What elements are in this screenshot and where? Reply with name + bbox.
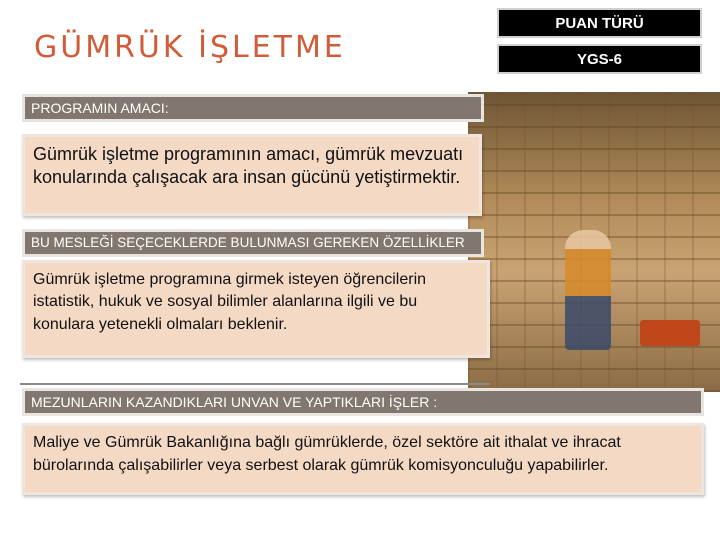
divider-line xyxy=(20,383,490,385)
section-body-purpose: Gümrük işletme programının amacı, gümrük mevzuatı konularında çalışacak ara insan gücünü yetiştirmektir. xyxy=(22,134,482,216)
puan-turu-label: PUAN TÜRÜ xyxy=(497,8,702,38)
section-heading-purpose: PROGRAMIN AMACI: xyxy=(22,94,484,122)
page-title: GÜMRÜK İŞLETME xyxy=(34,30,346,65)
section-body-qualities: Gümrük işletme programına girmek isteyen öğrencilerin istatistik, hukuk ve sosyal bilimler alanlarına ilgili ve bu konulara yetenekli olmaları beklenir. xyxy=(22,260,490,358)
puan-turu-value: YGS-6 xyxy=(497,44,702,74)
section-body-graduates: Maliye ve Gümrük Bakanlığına bağlı gümrüklerde, özel sektöre ait ithalat ve ihracat bürolarında çalışabilirler veya serbest olarak gümrük komisyonculuğu yapabilirler. xyxy=(22,423,704,495)
worker-figure xyxy=(565,230,611,350)
section-heading-qualities: BU MESLEĞİ SEÇECEKLERDE BULUNMASI GEREKEN ÖZELLİKLER xyxy=(22,229,484,257)
section-heading-graduates: MEZUNLARIN KAZANDIKLARI UNVAN VE YAPTIKLARI İŞLER : xyxy=(22,388,704,416)
pallet-jack xyxy=(640,320,700,346)
